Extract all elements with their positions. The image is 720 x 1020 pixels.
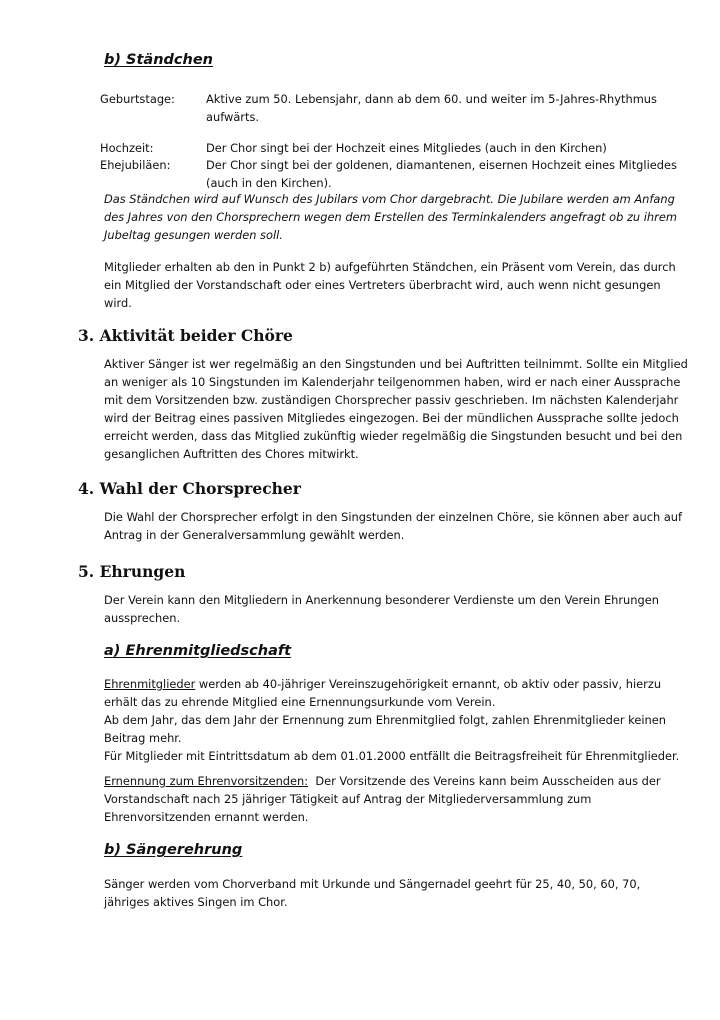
ehrenmitglied-paragraph <box>104 675 689 765</box>
text-geburtstage: Aktive zum 50. Lebensjahr, dann ab dem 60. und weiter im 5-Jahres-Rhythmus aufwärts. <box>206 92 657 124</box>
ehrenmitglied-text-3: Für Mitglieder mit Eintrittsdatum ab dem 01.01.2000 entfällt die Beitragsfreiheit für Ehrenmitglieder. <box>104 749 680 763</box>
ehrenmitglied-text-2: Ab dem Jahr, das dem Jahr der Ernennung zum Ehrenmitglied folgt, zahlen Ehrenmitglieder keinen Beitrag mehr. <box>104 713 666 745</box>
heading-section-3: 3. Aktivität beider Chöre <box>78 326 293 345</box>
heading-section-4: 4. Wahl der Chorsprecher <box>78 479 301 498</box>
term-ehrenmitglieder: Ehrenmitglieder <box>104 677 196 691</box>
text-ehejubilaeen: Der Chor singt bei der goldenen, diamantenen, eisernen Hochzeit eines Mitgliedes (auch in den Kirchen). <box>206 158 677 190</box>
label-geburtstage: Geburtstage: <box>100 92 175 106</box>
term-ehrenvorsitzender: Ernennung zum Ehrenvorsitzenden: <box>104 774 309 788</box>
ehrenmitglied-text-1: werden ab 40-jähriger Vereinszugehörigkeit ernannt, ob aktiv oder passiv, hierzu erhält das zu ehrende Mitglied eine Ernennungsurkunde vom Verein. <box>104 677 662 709</box>
label-ehejubilaeen: Ehejubiläen: <box>100 158 171 172</box>
label-hochzeit: Hochzeit: <box>100 141 154 155</box>
section-5-text: Der Verein kann den Mitgliedern in Anerkennung besonderer Verdienste um den Verein Ehrungen aussprechen. <box>104 593 659 625</box>
subheading-saengerehrung: b) Sängerehrung <box>104 842 243 858</box>
section-3-text: Aktiver Sänger ist wer regelmäßig an den Singstunden und bei Auftritten teilnimmt. Sollte ein Mitglied an weniger als 10 Singstunden im Kalenderjahr teilgenommen haben, wird er nach einer Aussprache mit dem Vorsitzenden bzw. zuständigen Chorsprecher passiv geschrieben. Im nächsten Kalenderjahr wird der Beitrag eines passiven Mitgliedes eingezogen. Bei der mündlichen Aussprache sollte jedoch erreicht werden, dass das Mitglied zukünftig wieder regelmäßig die Singstunden besucht und bei den gesanglichen Auftritten des Chores mitwirkt. <box>104 357 688 461</box>
staendchen-members-note: Mitglieder erhalten ab den in Punkt 2 b) aufgeführten Ständchen, ein Präsent vom Verein, das durch ein Mitglied der Vorstandschaft oder eines Vertreters überbracht wird, auch wenn nicht gesungen wird. <box>104 260 676 310</box>
staendchen-italic-note: Das Ständchen wird auf Wunsch des Jubilars vom Chor dargebracht. Die Jubilare werden am Anfang des Jahres von den Chorsprechern wegen dem Erstellen des Terminkalenders angefragt ob zu ihrem Jubeltag gesungen werden soll. <box>104 192 677 242</box>
saengerehrung-text: Sänger werden vom Chorverband mit Urkunde und Sängernadel geehrt für 25, 40, 50, 60, 70, jähriges aktives Singen im Chor. <box>104 877 641 909</box>
subheading-ehrenmitgliedschaft: a) Ehrenmitgliedschaft <box>104 643 292 659</box>
text-hochzeit: Der Chor singt bei der Hochzeit eines Mitgliedes (auch in den Kirchen) <box>206 141 607 155</box>
ehrenvorsitzender-text: Der Vorsitzende des Vereins kann beim Ausscheiden aus der Vorstandschaft nach 25 jähriger Tätigkeit auf Antrag der Mitgliederversammlung zum Ehrenvorsitzenden ernannt werden. <box>104 774 665 824</box>
heading-section-5: 5. Ehrungen <box>78 562 186 581</box>
subheading-staendchen: b) Ständchen <box>104 52 213 68</box>
ehrenvorsitzender-paragraph <box>104 772 689 826</box>
section-4-text: Die Wahl der Chorsprecher erfolgt in den Singstunden der einzelnen Chöre, sie können aber auch auf Antrag in der Generalversammlung gewählt werden. <box>104 510 683 542</box>
